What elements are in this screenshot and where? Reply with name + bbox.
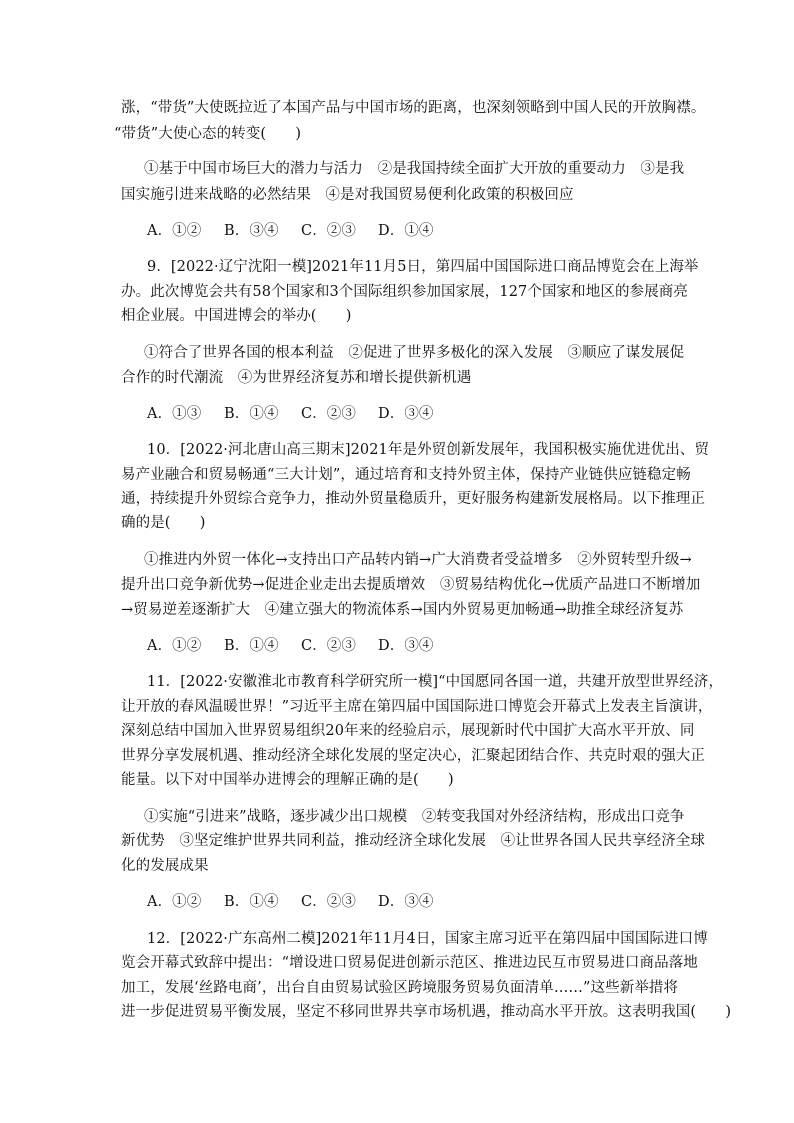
- q10-statement-line-3: →贸易逆差逐渐扩大 ④建立强大的物流体系→国内外贸易更加畅通→助推全球经济复苏: [121, 602, 684, 618]
- q8-option-c[interactable]: C．②③: [301, 223, 356, 239]
- q8-options: [147, 221, 455, 241]
- q9-stem-line-1: 9．[2022·辽宁沈阳一模]2021年11月5日，第四届中国国际进口商品博览会在上海举: [147, 259, 699, 275]
- q9-stem-line-3: 相企业展。中国进博会的举办( ): [121, 308, 352, 324]
- q10-stem-line-4: 确的是( ): [121, 515, 206, 531]
- q11-options: [147, 892, 455, 912]
- q11-stem-line-3: 深刻总结中国加入世界贸易组织20年来的经验启示，展现新时代中国扩大高水平开放、同: [121, 723, 695, 739]
- q11-stem-line-2: 让开放的春风温暖世界！”习近平主席在第四届中国国际进口博览会开幕式上发表主旨演讲，: [121, 699, 713, 715]
- q11-statement-line-1: ①实施“引进来”战略，逐步减少出口规模 ②转变我国对外经济结构，形成出口竞争: [144, 809, 685, 825]
- q9-option-c[interactable]: C．②③: [301, 406, 356, 422]
- q10-statement-line-1: ①推进内外贸一体化→支持出口产品转内销→广大消费者受益增多 ②外贸转型升级→: [144, 552, 692, 568]
- q12-stem-line-3: 加工，发展‘丝路电商’，出台自由贸易试验区跨境服务贸易负面清单……”这些新举措将: [121, 980, 679, 996]
- q11-statement-line-3: 化的发展成果: [121, 858, 209, 874]
- q11-option-d[interactable]: D．③④: [378, 894, 434, 910]
- q9-option-a[interactable]: A．①③: [147, 406, 202, 422]
- q8-stem-line-1: 涨，“带货”大使既拉近了本国产品与中国市场的距离，也深刻领略到中国人民的开放胸襟。: [121, 100, 706, 116]
- q11-stem-line-5: 能量。以下对中国举办进博会的理解正确的是( ): [121, 772, 454, 788]
- q11-statement-line-2: 新优势 ③坚定维护世界共同利益，推动经济全球化发展 ④让世界各国人民共享经济全球: [121, 833, 705, 849]
- q9-statement-line-2: 合作的时代潮流 ④为世界经济复苏和增长提供新机遇: [121, 370, 472, 386]
- q8-option-a[interactable]: A．①②: [147, 223, 202, 239]
- q9-options: [147, 404, 455, 424]
- q12-stem-line-4: 进一步促进贸易平衡发展，坚定不移同世界共享市场机遇，推动高水平开放。这表明我国( ): [121, 1004, 732, 1020]
- q8-option-b[interactable]: B．③④: [224, 223, 279, 239]
- q12-stem-line-2: 览会开幕式致辞中提出：“增设进口贸易促进创新示范区、推进边民互市贸易进口商品落地: [121, 955, 698, 971]
- q10-statement-line-2: 提升出口竞争新优势→促进企业走出去提质增效 ③贸易结构优化→优质产品进口不断增加: [121, 577, 701, 593]
- q10-stem-line-2: 易产业融合和贸易畅通“三大计划”，通过培育和支持外贸主体，保持产业链供应链稳定畅: [121, 467, 691, 483]
- q10-stem-line-3: 通，持续提升外贸综合竞争力，推动外贸量稳质升，更好服务构建新发展格局。以下推理正: [121, 491, 705, 507]
- q10-option-b[interactable]: B．①④: [224, 638, 279, 654]
- q9-statement-line-1: ①符合了世界各国的根本利益 ②促进了世界多极化的深入发展 ③顺应了谋发展促: [144, 345, 685, 361]
- q10-option-a[interactable]: A．①②: [147, 638, 202, 654]
- q10-option-c[interactable]: C．②③: [301, 638, 356, 654]
- q10-option-d[interactable]: D．③④: [378, 638, 434, 654]
- q8-option-d[interactable]: D．①④: [378, 223, 434, 239]
- q11-option-b[interactable]: B．①④: [224, 894, 279, 910]
- q11-option-c[interactable]: C．②③: [301, 894, 356, 910]
- q10-stem-line-1: 10．[2022·河北唐山高三期末]2021年是外贸创新发展年，我国积极实施优进优出、贸: [147, 442, 710, 458]
- q8-stem-line-2: “带货”大使心态的转变( ): [114, 126, 302, 142]
- q11-option-a[interactable]: A．①②: [147, 894, 202, 910]
- q9-option-b[interactable]: B．①④: [224, 406, 279, 422]
- q9-stem-line-2: 办。此次博览会共有58个国家和3个国际组织参加国家展，127个国家和地区的参展商亮: [121, 284, 688, 300]
- q8-statement-line-1: ①基于中国市场巨大的潜力与活力 ②是我国持续全面扩大开放的重要动力 ③是我: [144, 161, 685, 177]
- q8-statement-line-2: 国实施引进来战略的必然结果 ④是对我国贸易便利化政策的积极回应: [121, 187, 574, 203]
- q9-option-d[interactable]: D．③④: [378, 406, 434, 422]
- q10-options: [147, 636, 455, 656]
- q12-stem-line-1: 12．[2022·广东高州二模]2021年11月4日，国家主席习近平在第四届中国国际进口博: [147, 931, 708, 947]
- q11-stem-line-4: 世界分享发展机遇、推动经济全球化发展的坚定决心，汇聚起团结合作、共克时艰的强大正: [121, 748, 705, 764]
- q11-stem-line-1: 11．[2022·安徽淮北市教育科学研究所一模]“中国愿同各国一道，共建开放型世界经济，: [147, 674, 724, 690]
